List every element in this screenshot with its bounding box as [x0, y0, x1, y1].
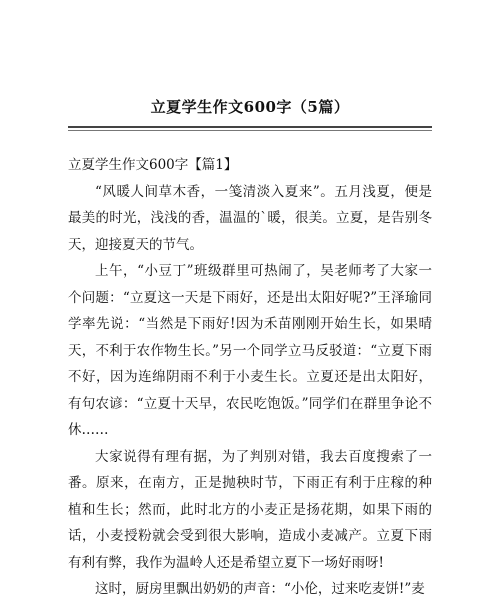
paragraph-3: 大家说得有理有据，为了判别对错，我去百度搜索了一番。原来，在南方，正是抛秧时节，下雨正有利于庄稼的种植和生长；然而，此时北方的小麦正是扬花期，如果下雨的话，小麦授粉就会受到很大影响，造成小麦减产。立夏下雨有利有弊，我作为温岭人还是希望立夏下一场好雨呀!: [68, 448, 432, 571]
document-title: 立夏学生作文600字（5篇）: [150, 98, 350, 116]
paragraph-2: 上午，“小豆丁”班级群里可热闹了，吴老师考了大家一个问题：“立夏这一天是下雨好，还是出太阳好呢?”王泽瑜同学率先说：“当然是下雨好!因为禾苗刚刚开始生长，如果晴天，不利于农作物生长。”另一个同学立马反驳道：“立夏下雨不好，因为连绵阴雨不利于小麦生长。立夏还是出太阳好，有句农谚：“立夏十天早，农民吃饱饭。”同学们在群里争论不休……: [68, 263, 432, 438]
document-body: [68, 152, 432, 603]
title-divider-thin: [68, 130, 432, 131]
section-heading: 立夏学生作文600字【篇1】: [68, 157, 238, 173]
paragraph-1: “风暖人间草木香，一笺清淡入夏来”。五月浅夏，便是最美的时光，浅浅的香，温温的`暖，很美。立夏，是告别冬天，迎接夏天的节气。: [68, 183, 432, 253]
paragraph-4: 这时，厨房里飘出奶奶的声音：“小伦，过来吃麦饼!”麦: [95, 581, 425, 597]
title-divider: [68, 126, 432, 128]
